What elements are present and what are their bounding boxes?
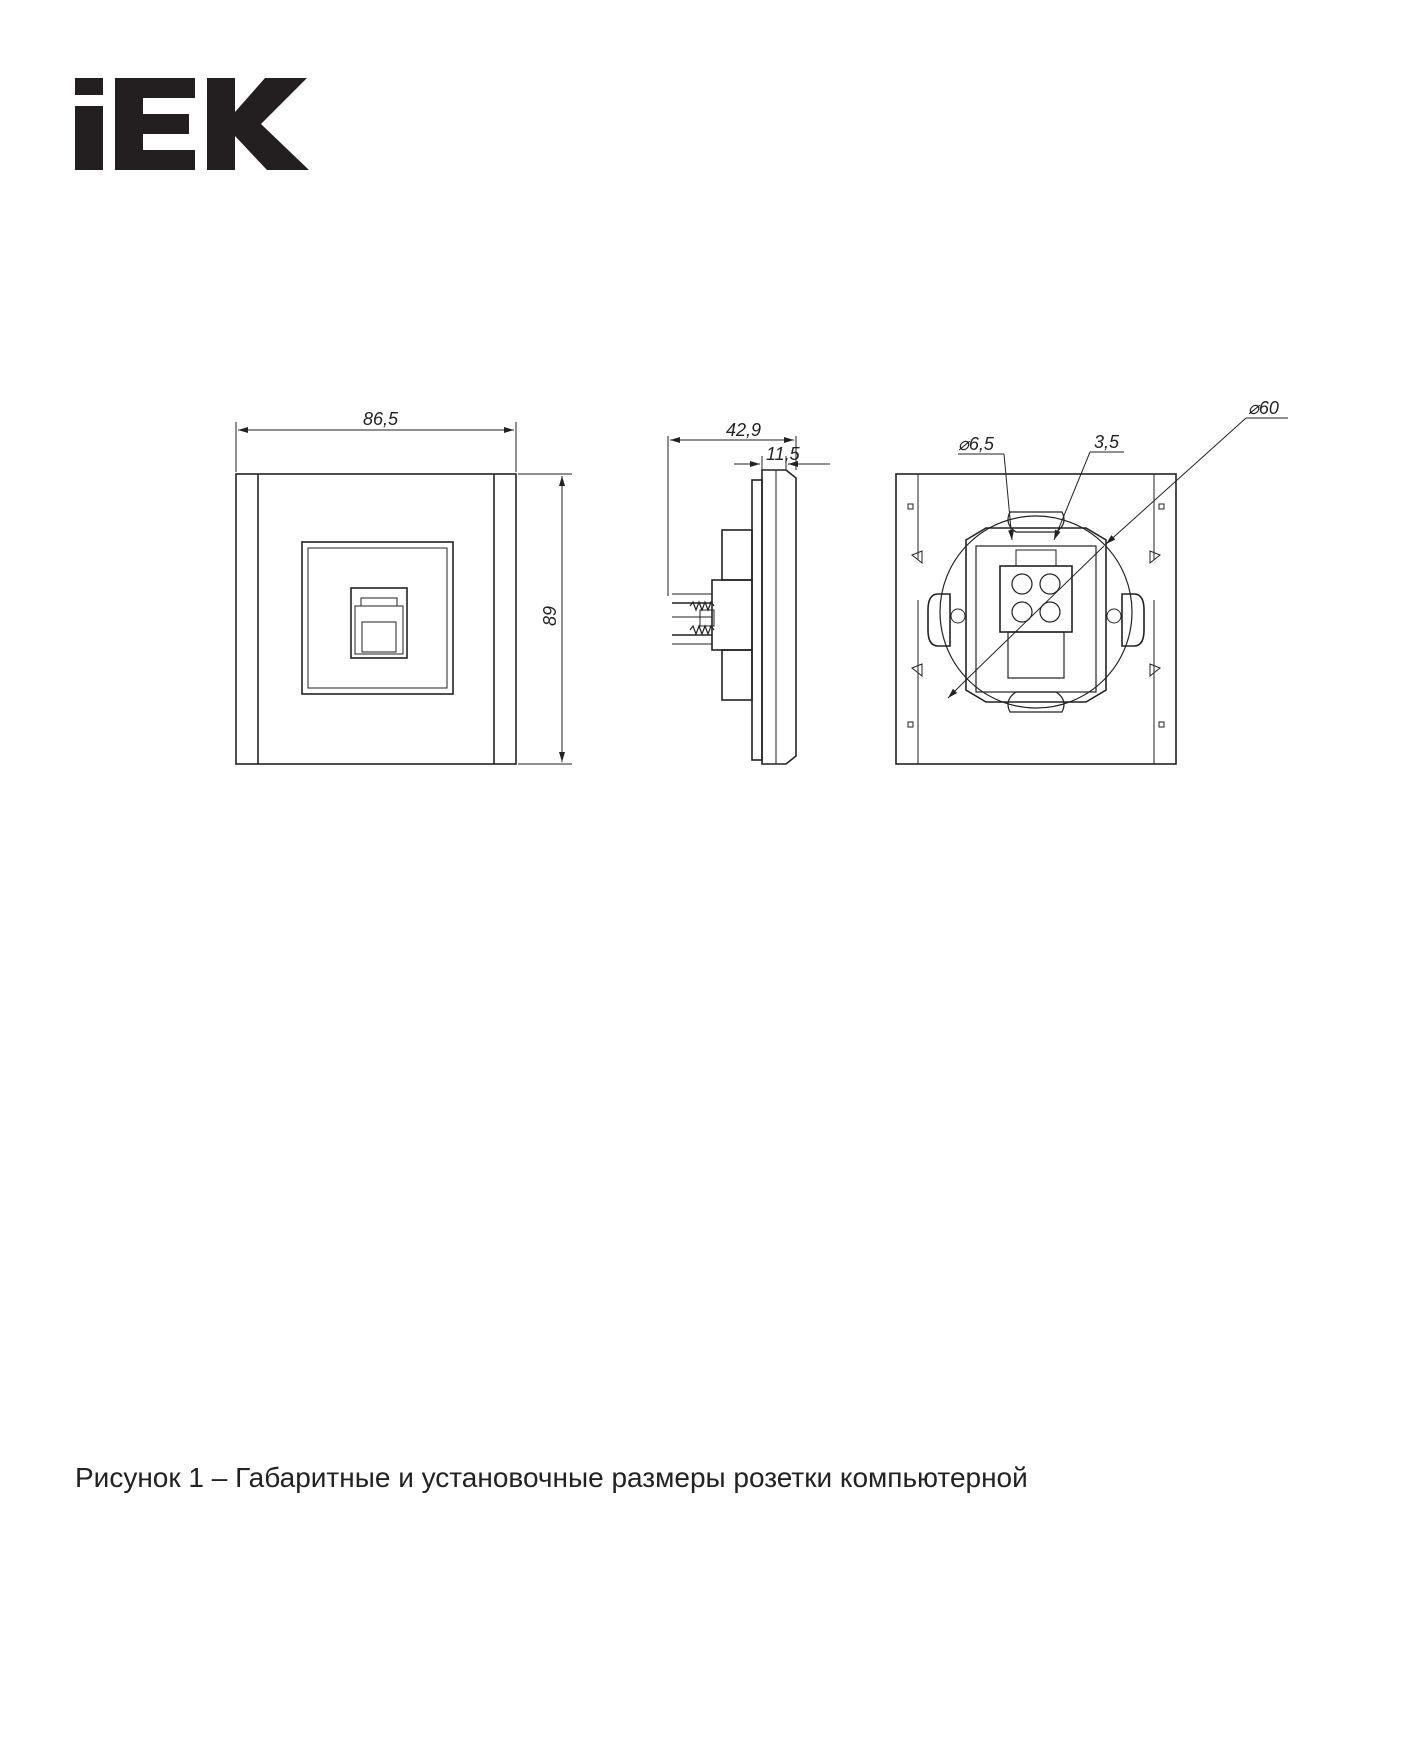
figure-caption: Рисунок 1 – Габаритные и установочные размеры розетки компьютерной: [75, 1462, 1028, 1493]
dim-back-slot-label: 3,5: [1094, 432, 1120, 452]
dim-side-depth-label: 42,9: [726, 420, 762, 440]
dim-front-width: [236, 409, 516, 472]
dim-side-frame: [734, 444, 830, 470]
back-view: [896, 474, 1176, 764]
front-view: [236, 474, 516, 764]
dim-side-frame-label: 11,5: [766, 444, 800, 464]
dim-back-slot: [1054, 432, 1124, 540]
side-view: [672, 470, 796, 764]
dim-back-hole-label: ⌀6,5: [958, 434, 994, 454]
dim-front-width-label: 86,5: [363, 409, 399, 429]
dim-front-height-label: 89: [540, 605, 560, 626]
dim-front-height: [518, 474, 572, 764]
dim-back-hole: [958, 434, 1012, 540]
dim-back-circle-label: ⌀60: [1248, 398, 1279, 418]
